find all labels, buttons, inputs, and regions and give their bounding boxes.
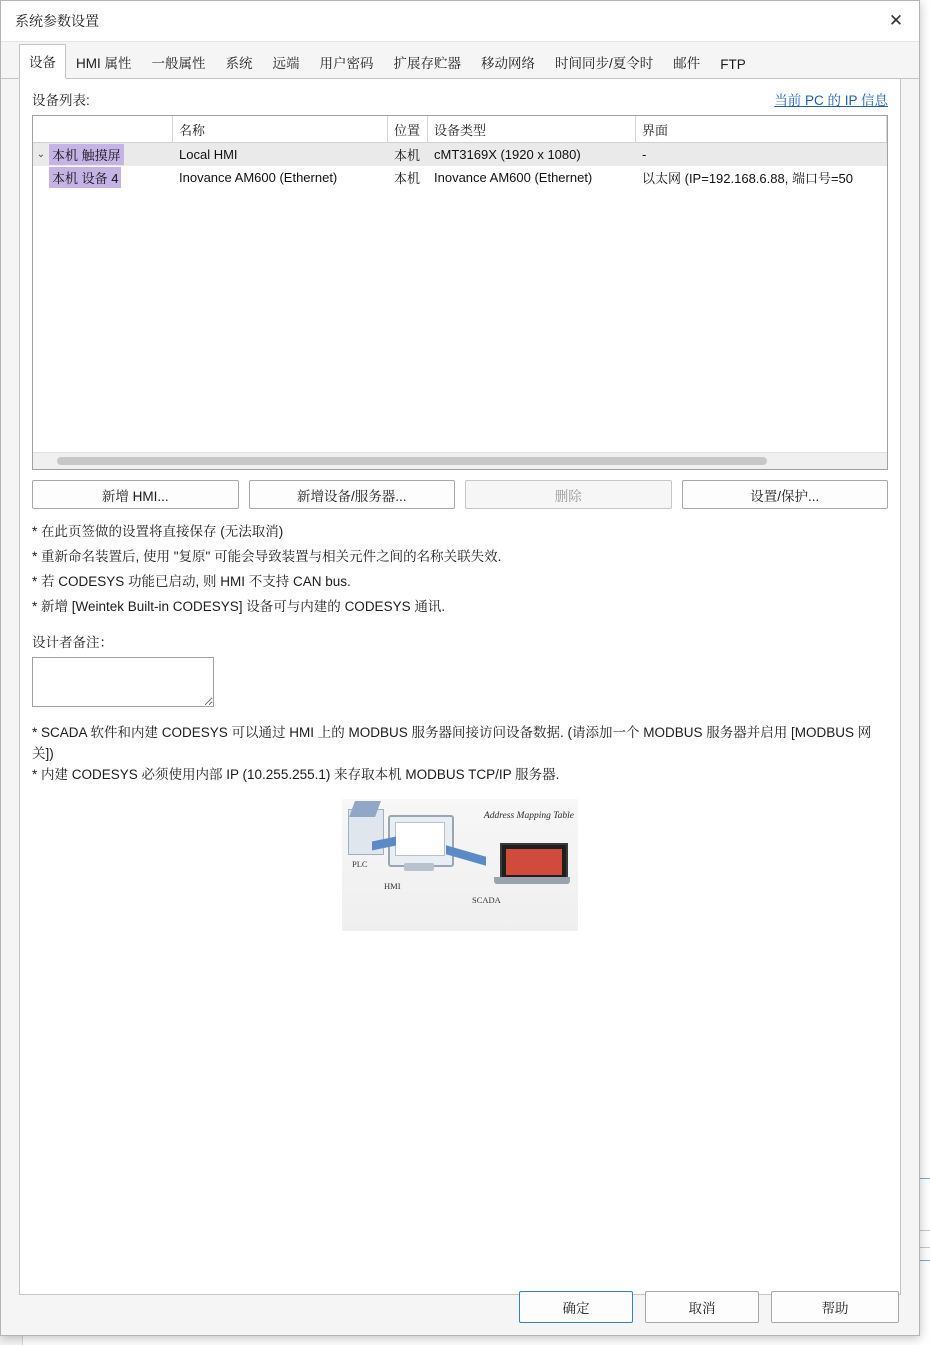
laptop-base-graphic	[494, 877, 570, 884]
illustration-scada-label: SCADA	[472, 895, 501, 905]
illustration-hmi-label: HMI	[384, 881, 401, 891]
tab-ftp[interactable]: FTP	[720, 57, 746, 72]
settings-protect-button[interactable]: 设置/保护...	[682, 480, 889, 509]
dialog-footer	[1, 1279, 919, 1335]
tab-hmi-properties[interactable]: HMI 属性	[76, 56, 132, 71]
note-line: * SCADA 软件和内建 CODESYS 可以通过 HMI 上的 MODBUS 服务器间接访问设备数据. (请添加一个 MODBUS 服务器并启用 [MODBUS 网关])	[32, 725, 872, 761]
chevron-down-icon[interactable]: ⌄	[36, 149, 46, 160]
device-action-buttons	[32, 480, 888, 509]
hmi-screen-graphic	[395, 822, 445, 856]
note-line: * 若 CODESYS 功能已启动, 则 HMI 不支持 CAN bus.	[32, 574, 351, 589]
hmi-graphic	[388, 815, 454, 867]
address-mapping-illustration	[342, 799, 578, 931]
tab-time-sync[interactable]: 时间同步/夏令时	[555, 56, 654, 71]
row-position: 本机	[394, 171, 421, 186]
column-header-interface[interactable]: 界面	[636, 116, 887, 142]
dialog-titlebar	[1, 1, 919, 42]
column-header-device-type[interactable]: 设备类型	[428, 116, 636, 142]
designer-note-label: 设计者备注：	[32, 635, 113, 650]
delete-button[interactable]: 删除	[465, 480, 672, 509]
laptop-screen-graphic	[500, 843, 568, 881]
close-icon[interactable]: ✕	[888, 10, 904, 30]
row-name-cell	[33, 144, 173, 165]
row-interface: -	[642, 147, 647, 162]
tab-extended-memory[interactable]: 扩展存贮器	[393, 56, 461, 71]
device-list-header-row	[32, 89, 888, 109]
dialog-title: 系统参数设置	[15, 13, 99, 29]
device-table	[32, 115, 888, 470]
tab-mail[interactable]: 邮件	[673, 56, 701, 71]
row-interface: 以太网 (IP=192.168.6.88, 端口号=50	[642, 171, 853, 186]
device-name-badge: 本机 触摸屏	[49, 144, 124, 165]
tab-bar	[1, 42, 919, 79]
note-line: * 新增 [Weintek Built-in CODESYS] 设备可与内建的 CODESYS 通讯.	[32, 599, 446, 614]
tab-user-password[interactable]: 用户密码	[319, 56, 374, 71]
device-name-badge: 本机 设备 4	[49, 167, 121, 188]
column-header-position[interactable]: 位置	[388, 116, 428, 142]
row-title: Inovance AM600 (Ethernet)	[179, 170, 338, 185]
scada-laptop-graphic	[494, 843, 570, 887]
tab-remote[interactable]: 远端	[272, 56, 300, 71]
cancel-button[interactable]: 取消	[645, 1291, 759, 1323]
tab-general-properties[interactable]: 一般属性	[151, 56, 206, 71]
row-device-type: cMT3169X (1920 x 1080)	[434, 147, 581, 162]
horizontal-scrollbar[interactable]	[33, 452, 887, 469]
note-line: * 在此页签做的设置将直接保存 (无法取消)	[32, 524, 284, 539]
device-table-body	[33, 143, 887, 189]
illustration-title: Address Mapping Table	[483, 811, 574, 821]
device-table-header	[33, 116, 887, 143]
notes-block	[32, 519, 888, 619]
help-button[interactable]: 帮助	[771, 1291, 899, 1323]
add-hmi-button[interactable]: 新增 HMI...	[32, 480, 239, 509]
column-header-blank[interactable]	[33, 116, 173, 142]
row-name-cell	[33, 167, 173, 188]
tab-mobile-network[interactable]: 移动网络	[481, 56, 535, 71]
illustration-plc-label: PLC	[352, 859, 368, 869]
row-position: 本机	[394, 148, 421, 163]
note-line: * 重新命名装置后, 使用 "复原" 可能会导致装置与相关元件之间的名称关联失效.	[32, 549, 502, 564]
designer-note-input[interactable]	[32, 657, 214, 707]
add-device-server-button[interactable]: 新增设备/服务器...	[249, 480, 456, 509]
note-line: * 内建 CODESYS 必须使用内部 IP (10.255.255.1) 来存取本机 MODBUS TCP/IP 服务器.	[32, 767, 560, 782]
table-row[interactable]	[33, 166, 887, 189]
tab-device[interactable]: 设备	[19, 44, 66, 79]
dialog-body	[19, 79, 901, 1295]
row-title: Local HMI	[179, 147, 238, 162]
current-pc-ip-link[interactable]: 当前 PC 的 IP 信息	[774, 93, 888, 108]
laptop-screen-content	[506, 849, 562, 875]
ok-button[interactable]: 确定	[519, 1291, 633, 1323]
device-list-label: 设备列表:	[32, 93, 90, 108]
column-header-name[interactable]: 名称	[173, 116, 388, 142]
tab-system[interactable]: 系统	[225, 56, 253, 71]
hmi-stand-graphic	[404, 863, 434, 871]
horizontal-scrollbar-thumb[interactable]	[57, 457, 767, 465]
row-device-type: Inovance AM600 (Ethernet)	[434, 170, 593, 185]
table-row[interactable]	[33, 143, 887, 166]
